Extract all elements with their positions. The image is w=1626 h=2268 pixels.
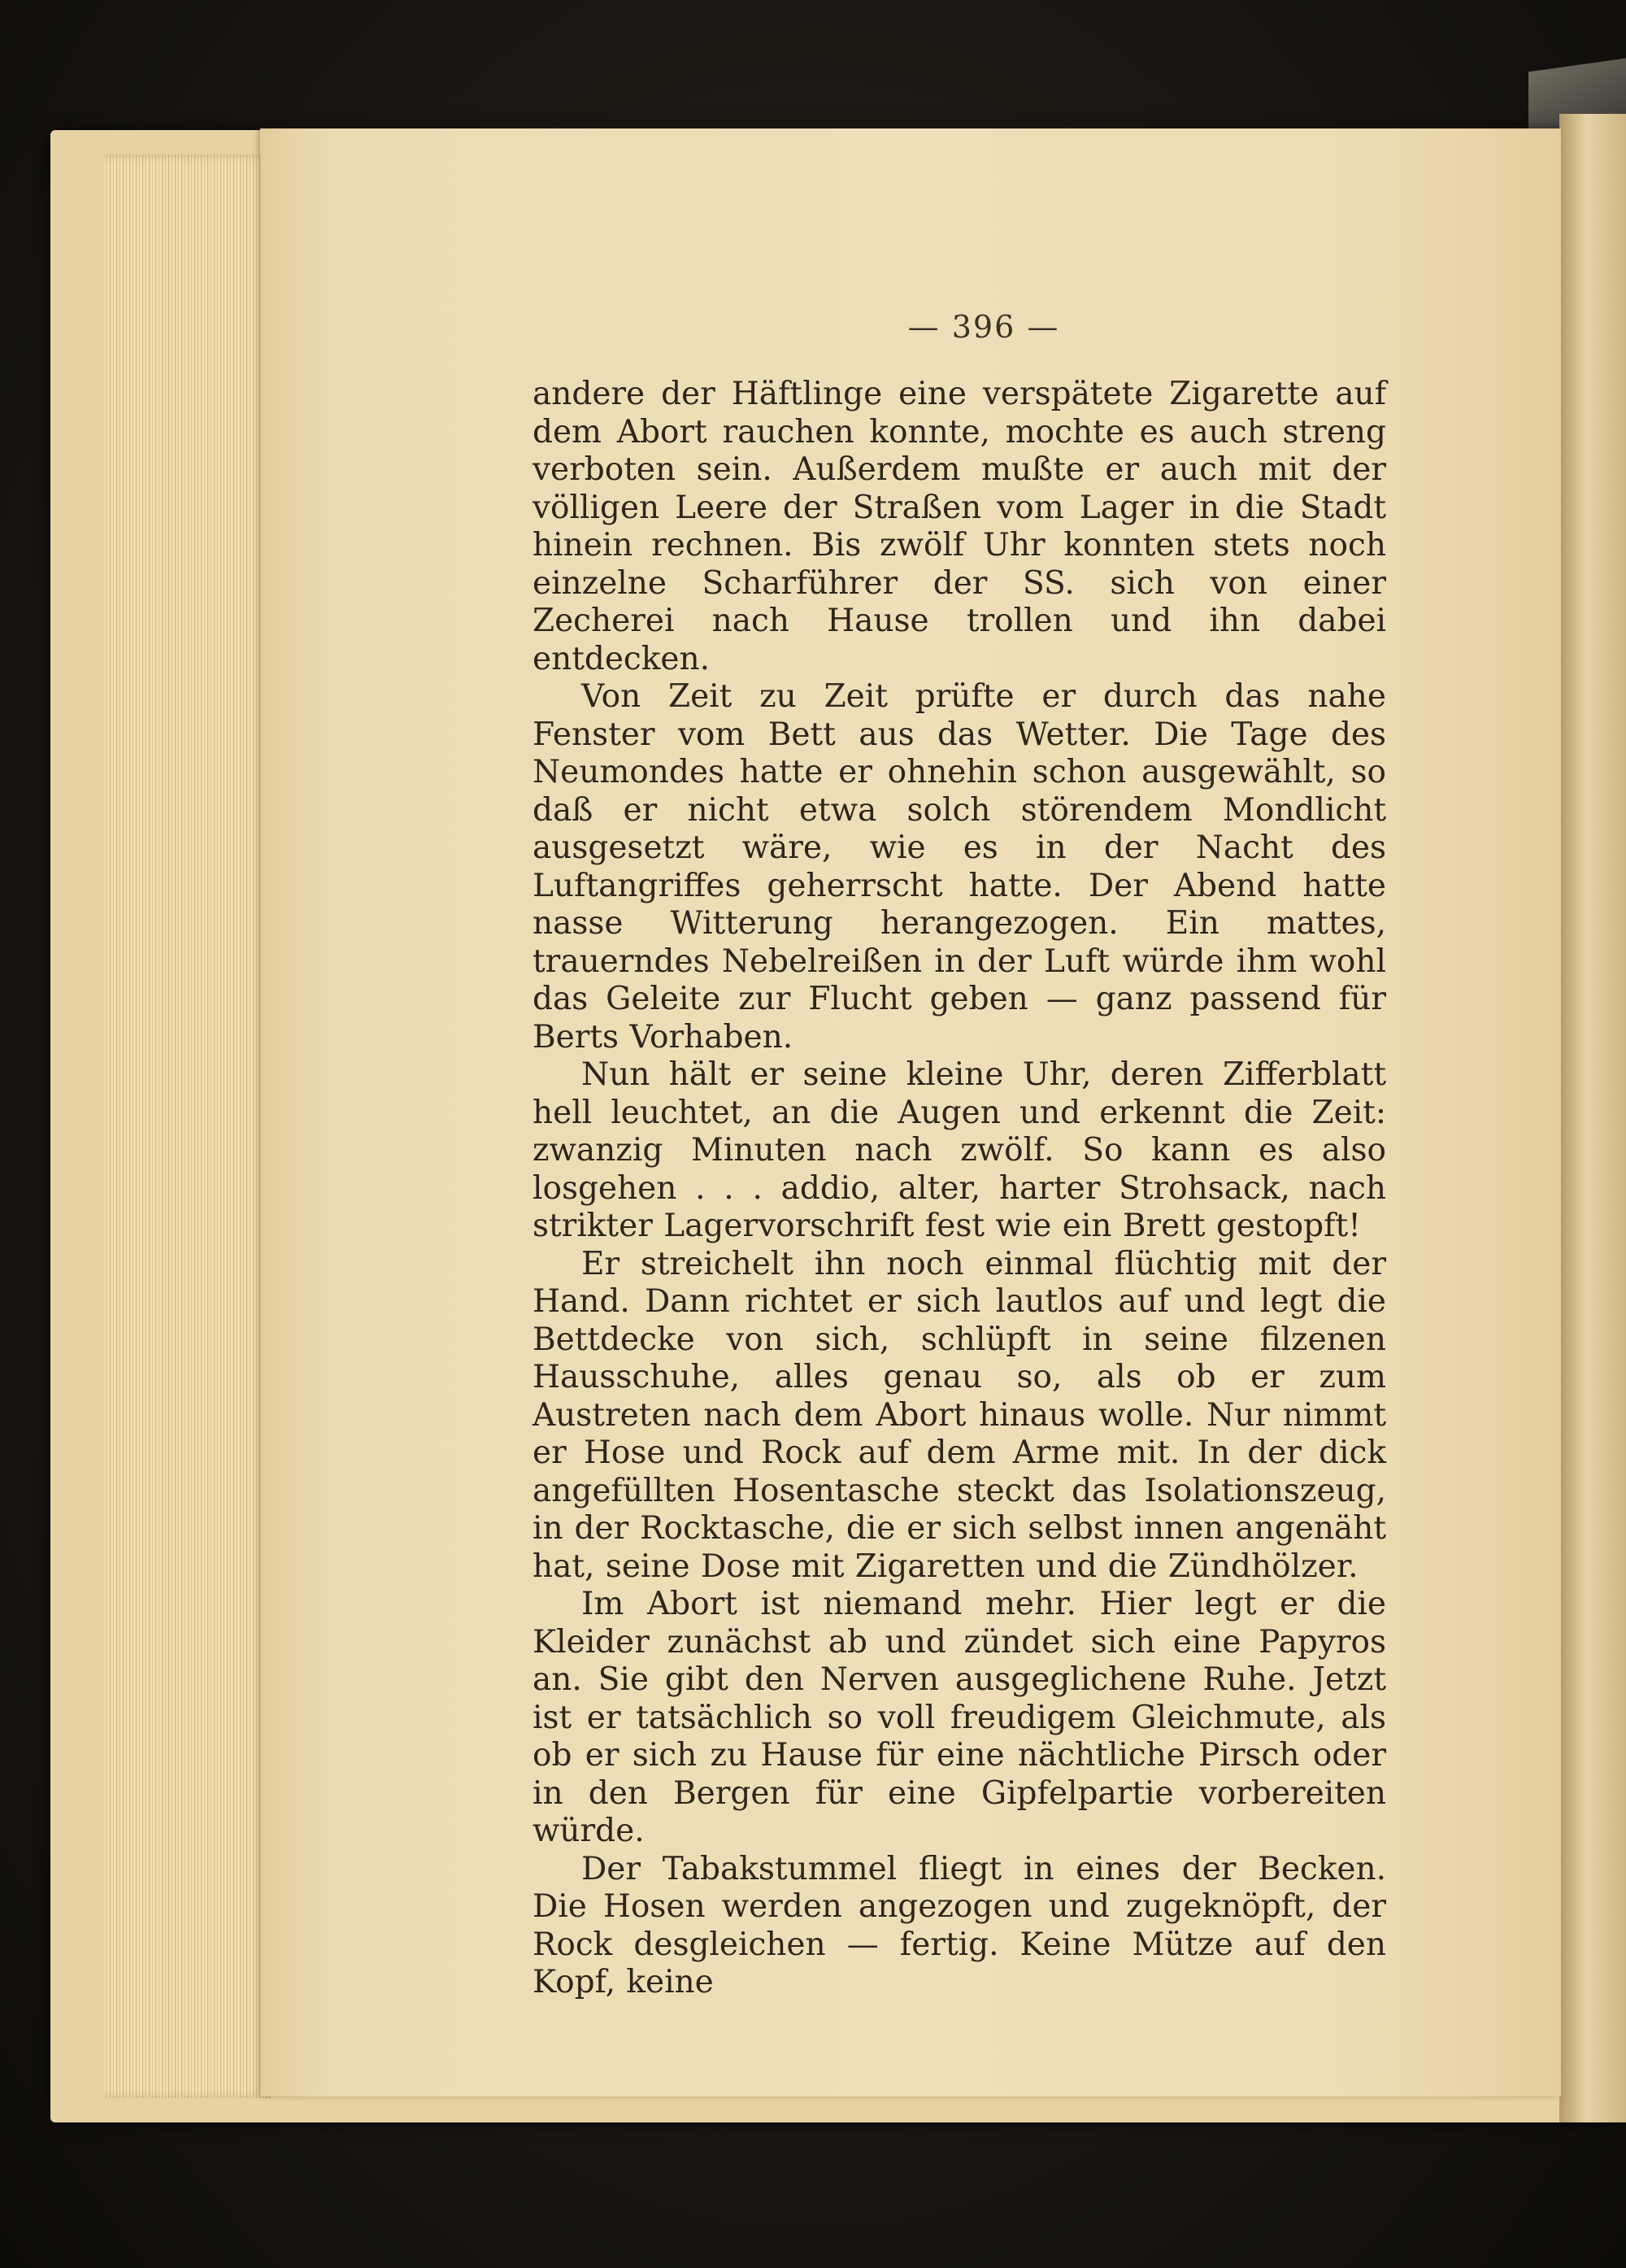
book-gutter bbox=[1559, 114, 1626, 2122]
paragraph-4: Er streichelt ihn noch einmal flüchtig mit der Hand. Dann richtet er sich lautlos auf und legt die Bettdecke von sich, schlüpft in seine filzenen Hausschuhe, alles genau so, als ob er zum Austreten nach dem Abort hinaus wolle. Nur nimmt er Hose und Rock auf dem Arme mit. In der dick angefüllten Hosentasche steckt das Isolationszeug, in der Rocktasche, die er sich selbst innen angenäht hat, seine Dose mit Zigaretten und die Zündhölzer. bbox=[533, 1245, 1386, 1585]
page-content bbox=[533, 309, 1386, 2002]
paragraph-3: Nun hält er seine kleine Uhr, deren Zifferblatt hell leuchtet, an die Augen und erkennt die Zeit: zwanzig Minuten nach zwölf. So kann es also losgehen . . . addio, alter, harter Strohsack, nach strikter Lagervorschrift fest wie ein Brett gestopft! bbox=[533, 1056, 1386, 1244]
page-edges bbox=[104, 155, 271, 2098]
paragraph-2: Von Zeit zu Zeit prüfte er durch das nahe Fenster vom Bett aus das Wetter. Die Tage des Neumondes hatte er ohnehin schon ausgewählt, so daß er nicht etwa solch störendem Mondlicht ausgesetzt wäre, wie es in der Nacht des Luftangriffes geherrscht hatte. Der Abend hatte nasse Witterung herangezogen. Ein mattes, trauerndes Nebelreißen in der Luft würde ihm wohl das Geleite zur Flucht geben — ganz passend für Berts Vorhaben. bbox=[533, 678, 1386, 1056]
page-number: — 396 — bbox=[907, 309, 1060, 345]
body-text bbox=[533, 376, 1386, 2002]
paragraph-5: Im Abort ist niemand mehr. Hier legt er die Kleider zunächst ab und zündet sich eine Papyros an. Sie gibt den Nerven ausgeglichene Ruhe. Jetzt ist er tatsächlich so voll freudigem Gleichmute, als ob er sich zu Hause für eine nächtliche Pirsch oder in den Bergen für eine Gipfelpartie vorbereiten würde. bbox=[533, 1586, 1386, 1849]
paragraph-1: andere der Häftlinge eine verspätete Zigarette auf dem Abort rauchen konnte, mochte es auch streng verboten sein. Außerdem mußte er auch mit der völligen Leere der Straßen vom Lager in die Stadt hinein rechnen. Bis zwölf Uhr konnten stets noch einzelne Scharführer der SS. sich von einer Zecherei nach Hause trollen und ihn dabei entdecken. bbox=[533, 376, 1386, 677]
paragraph-6: Der Tabakstummel fliegt in eines der Becken. Die Hosen werden angezogen und zugeknöpft, der Rock desgleichen — fertig. Keine Mütze auf den Kopf, keine bbox=[533, 1850, 1386, 2000]
